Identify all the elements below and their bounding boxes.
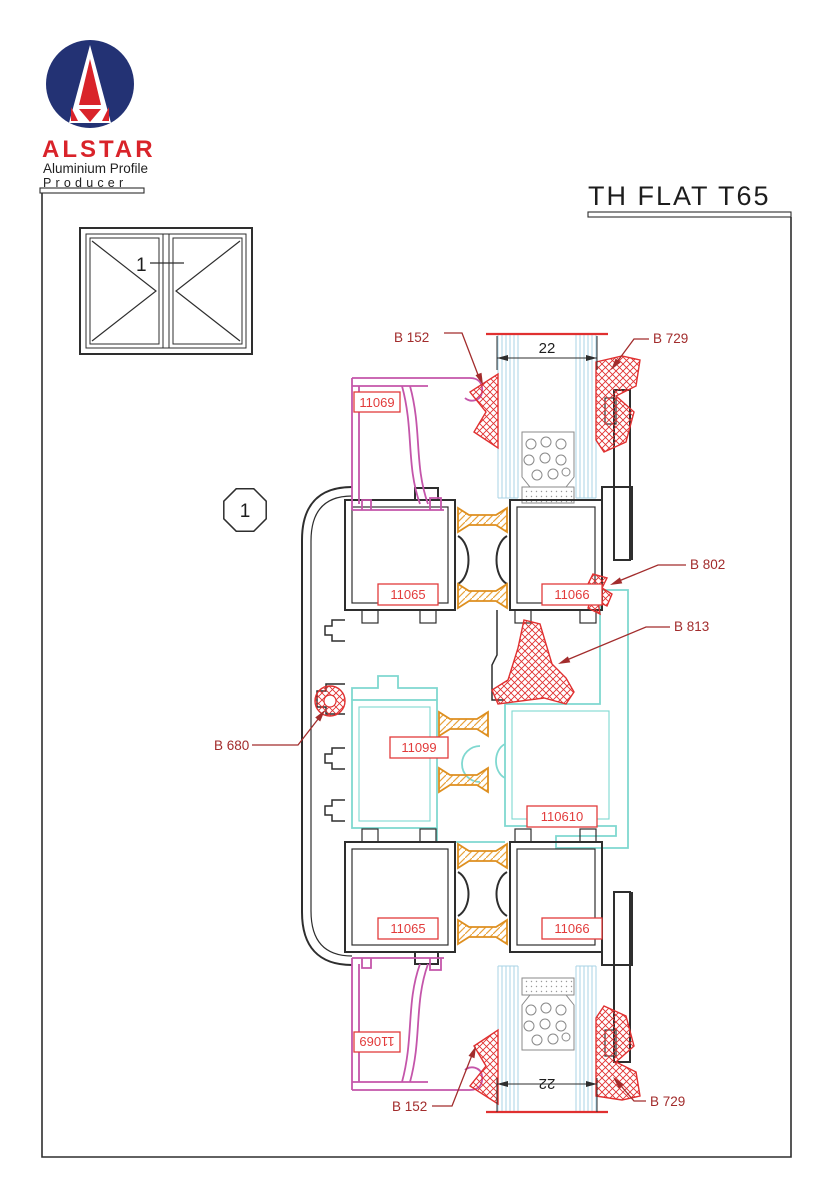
brand-name: ALSTAR (42, 136, 156, 163)
page-title: TH FLAT T65 (588, 181, 771, 211)
label-b802: B 802 (690, 557, 726, 572)
frame-t-slot-2 (325, 748, 345, 769)
leader-b802 (614, 565, 686, 583)
label-b813: B 813 (674, 619, 710, 634)
lens-arc-top-left (458, 536, 469, 584)
sash-top-web (402, 386, 428, 504)
leader-b152-bottom (432, 1050, 474, 1106)
dimension-value-bottom: 22 (538, 1075, 556, 1092)
lens-arc-bottom-right (497, 872, 508, 916)
transom-top-tabs (352, 676, 437, 700)
label-11099: 11099 (401, 740, 437, 755)
gasket-b152-top (470, 374, 498, 448)
detail-marker-number: 1 (239, 501, 251, 522)
transom-chamber (352, 700, 437, 828)
title-underline (588, 212, 791, 217)
leader-b813 (562, 627, 670, 662)
glazing-spacers (522, 432, 574, 1050)
lens-arc-top-right (497, 536, 508, 584)
label-b680: B 680 (214, 738, 250, 753)
label-b729-bottom: B 729 (650, 1094, 686, 1109)
brand-tagline-1: Aluminium Profile (43, 161, 149, 176)
gasket-b729-top (596, 356, 640, 452)
transom-bottom-flange (437, 828, 505, 842)
window-sash-right (173, 238, 242, 344)
frame-t-slot-3 (325, 800, 345, 821)
thermal-break (458, 920, 507, 944)
frame-t-slot-1 (325, 620, 345, 641)
profile-11066-top-step (602, 487, 632, 560)
label-11066-bottom: 11066 (554, 921, 590, 936)
thermal-break (458, 508, 507, 532)
window-schematic (80, 228, 252, 354)
label-11065-top: 11065 (390, 587, 426, 602)
label-11069-top: 11069 (359, 395, 395, 410)
mullion-chamber-inner (512, 711, 609, 819)
label-b729-top: B 729 (653, 331, 689, 346)
sash-bottom-foot (352, 958, 444, 970)
label-b152-bottom: B 152 (392, 1099, 428, 1114)
label-11065-bottom: 11065 (390, 921, 426, 936)
alstar-logo-icon (46, 40, 134, 128)
thermal-break (439, 712, 488, 736)
glass-pane-right-bottom (576, 966, 596, 1112)
window-sash-left (90, 238, 159, 344)
section-cut-number: 1 (136, 255, 147, 276)
transom-chamber-inner (359, 707, 430, 821)
sash-right-opening-lines (176, 241, 240, 341)
gasket-b680-core (324, 695, 336, 707)
thermal-break (458, 844, 507, 868)
sash-bottom-web (402, 964, 428, 1082)
brand-tagline-2: Producer (43, 176, 128, 190)
thermal-breaks (439, 508, 507, 944)
label-11066-top: 11066 (554, 587, 590, 602)
thermal-break (458, 584, 507, 608)
sash-profiles (352, 378, 482, 1090)
dimension-value-top: 22 (538, 340, 556, 357)
profile-11066-bottom-step (602, 892, 632, 965)
label-b152-top: B 152 (394, 330, 430, 345)
mullion-bulge (496, 744, 505, 778)
sealant-bottom (522, 978, 574, 995)
sash-bottom-left-wall (352, 958, 359, 1090)
label-110610: 110610 (540, 809, 584, 824)
window-outer-frame (80, 228, 252, 354)
lens-arc-bottom-left (458, 872, 469, 916)
window-mullion (163, 234, 169, 348)
glass-pane-left-bottom (498, 966, 518, 1112)
label-11069-bottom: 11069 (359, 1034, 395, 1049)
window-inner-frame (86, 234, 246, 348)
leader-b152-top (444, 333, 480, 380)
